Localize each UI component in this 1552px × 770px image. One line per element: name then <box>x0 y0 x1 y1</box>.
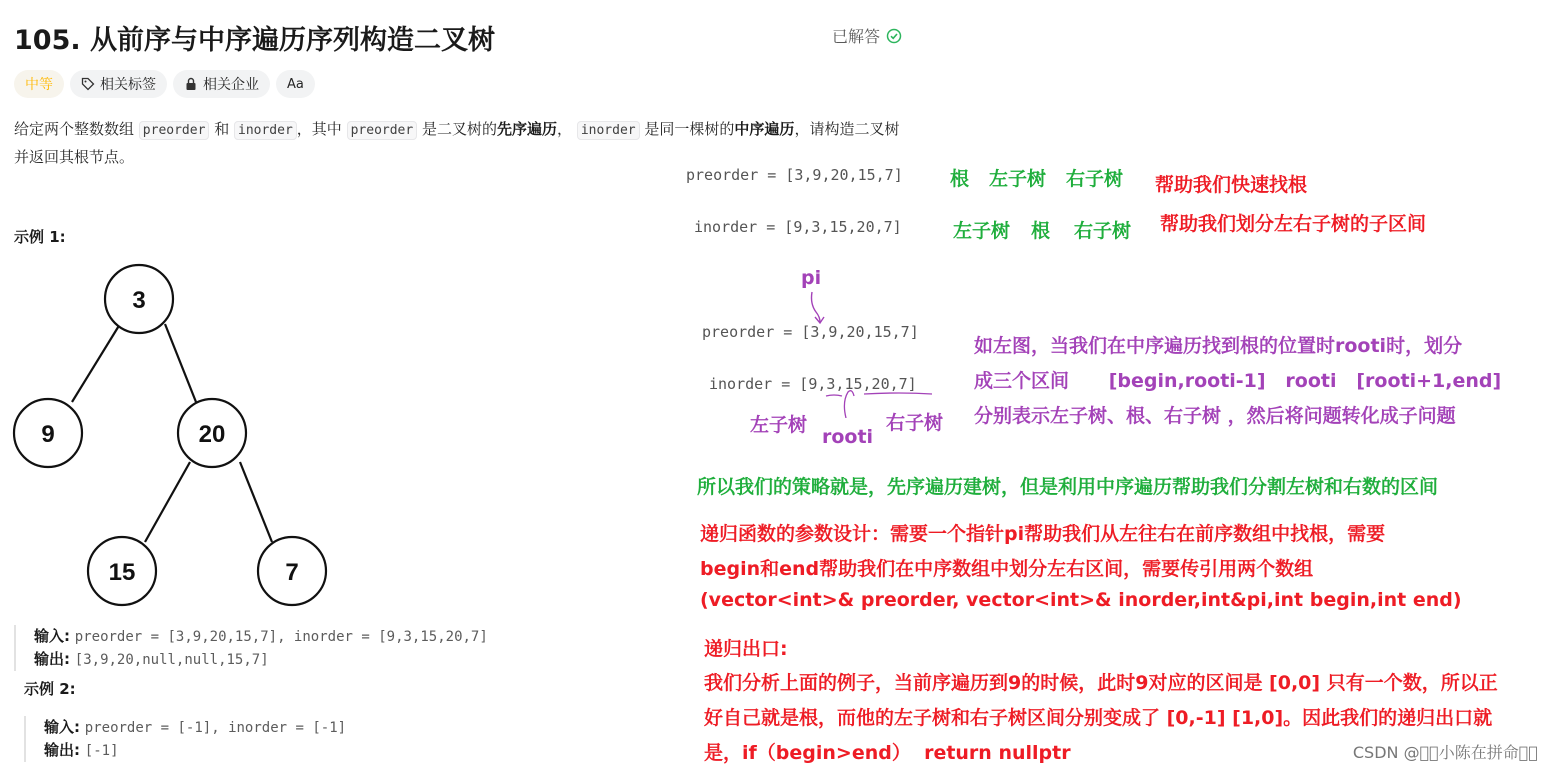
related-companies-button[interactable]: 相关企业 <box>173 70 270 98</box>
code-preorder: preorder <box>347 121 418 140</box>
note-explain-1: 如左图，当我们在中序遍历找到根的位置时rooti时，划分 <box>974 335 1463 357</box>
tree-node-label: 3 <box>132 287 146 314</box>
note-explain-3: 分别表示左子树、根、右子树 ，然后将问题转化成子问题 <box>974 405 1456 427</box>
note-in-left: 左子树 <box>953 220 1011 242</box>
tree-node-label: 15 <box>108 559 136 586</box>
code-inorder: inorder <box>234 121 297 140</box>
tag-icon <box>81 77 95 91</box>
example2-title: 示例 2: <box>24 680 76 698</box>
check-circle-icon <box>886 28 902 44</box>
note-exit-1: 我们分析上面的例子，当前序遍历到9的时候，此时9对应的区间是 [0,0] 只有一个数，所以正 <box>704 672 1498 694</box>
note-in-root: 根 <box>1031 220 1051 242</box>
note-in-right: 右子树 <box>1074 220 1132 242</box>
tag-bar <box>14 70 315 98</box>
note-pre-root: 根 <box>950 168 970 190</box>
problem-description: 给定两个整数数组 preorder 和 inorder ，其中 preorder 是二叉树的先序遍历， inorder 是同一棵树的中序遍历，请构造二叉树并返回其根节点。 <box>14 120 900 166</box>
note-exit-2: 好自己就是根，而他的左子树和右子树区间分别变成了 [0,-1] [1,0]。因此我们的递归出口就 <box>704 707 1493 729</box>
note-exit-title: 递归出口: <box>704 638 788 660</box>
note-preorder-line2: preorder = [3,9,20,15,7] <box>702 323 919 341</box>
note-preorder-line: preorder = [3,9,20,15,7] <box>686 166 903 184</box>
note-anno-left: 左子树 <box>750 414 808 436</box>
note-exit-3: 是，if（begin>end） return nullptr <box>704 742 1071 764</box>
note-param-2: begin和end帮助我们在中序数组中划分左右区间，需要传引用两个数组 <box>700 558 1314 580</box>
note-anno-rooti: rooti <box>822 426 874 448</box>
note-strategy: 所以我们的策略就是，先序遍历建树，但是利用中序遍历帮助我们分割左树和右数的区间 <box>697 476 1439 498</box>
difficulty-badge[interactable]: 中等 <box>14 70 64 98</box>
note-inorder-line2: inorder = [9,3,15,20,7] <box>709 375 917 393</box>
solved-label: 已解答 <box>832 27 881 46</box>
note-anno-right: 右子树 <box>886 412 944 434</box>
translate-button[interactable] <box>276 70 315 98</box>
solved-status <box>832 24 902 47</box>
page-title: 105. 从前序与中序遍历序列构造二叉树 <box>14 25 496 56</box>
note-pre-left: 左子树 <box>989 168 1047 190</box>
translate-icon: Aa <box>287 76 304 92</box>
example1-io: 输入: preorder = [3,9,20,15,7], inorder = [9,3,15,20,7] 输出: [3,9,20,null,null,15,7] <box>14 625 488 671</box>
note-pre-right: 右子树 <box>1066 168 1124 190</box>
code-preorder: preorder <box>139 121 210 140</box>
related-tags-button[interactable]: 相关标签 <box>70 70 167 98</box>
watermark: CSDN @  小陈在拼命   <box>1352 743 1538 762</box>
lock-icon <box>184 77 198 91</box>
note-explain-2: 成三个区间 [begin,rooti-1] rooti [rooti+1,end] <box>974 370 1502 392</box>
tree-node-label: 7 <box>285 559 299 586</box>
binary-tree-diagram <box>10 262 340 612</box>
note-pre-help: 帮助我们快速找根 <box>1155 174 1308 196</box>
note-param-1: 递归函数的参数设计：需要一个指针pi帮助我们从左往右在前序数组中找根，需要 <box>700 523 1386 545</box>
code-inorder: inorder <box>577 121 640 140</box>
note-in-help: 帮助我们划分左右子树的子区间 <box>1160 213 1427 235</box>
note-param-3: (vector<int>& preorder, vector<int>& inorder,int&pi,int begin,int end) <box>700 589 1462 611</box>
example2-io: 输入: preorder = [-1], inorder = [-1] 输出: [-1] <box>24 716 346 762</box>
example1-title: 示例 1: <box>14 228 66 246</box>
tree-node-label: 20 <box>198 421 226 448</box>
note-inorder-line: inorder = [9,3,15,20,7] <box>694 218 902 236</box>
note-pi-label: pi <box>801 267 822 289</box>
tree-node-label: 9 <box>41 421 55 448</box>
